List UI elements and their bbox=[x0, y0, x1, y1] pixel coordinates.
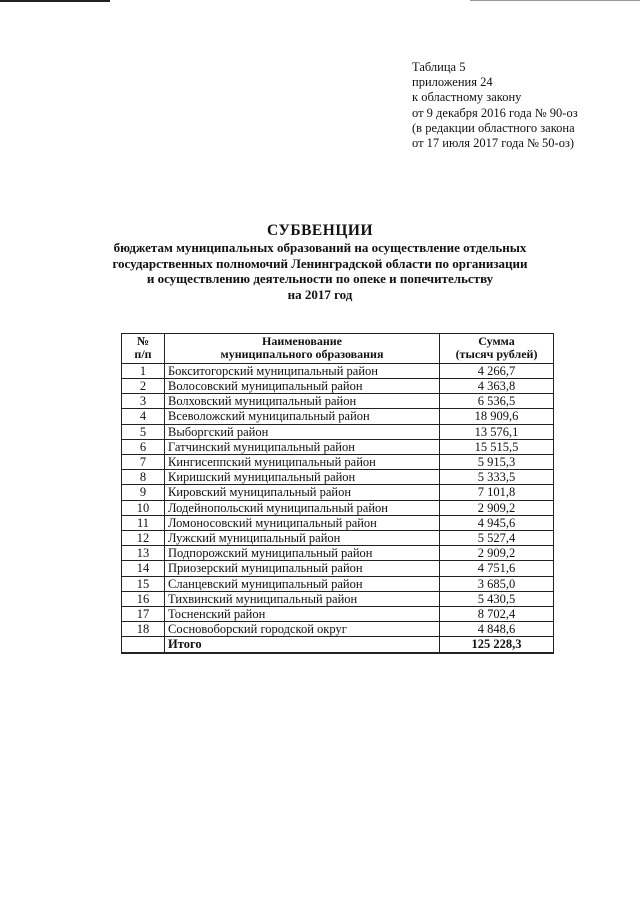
row-amount: 5 915,3 bbox=[440, 455, 554, 470]
total-num-empty bbox=[122, 637, 165, 653]
title-line: на 2017 год bbox=[287, 286, 353, 302]
row-amount: 5 430,5 bbox=[440, 591, 554, 606]
row-number: 1 bbox=[122, 363, 165, 378]
table-row bbox=[122, 515, 554, 530]
row-name: Приозерский муниципальный район bbox=[165, 561, 440, 576]
annex-line: (в редакции областного закона bbox=[412, 120, 575, 135]
row-amount: 4 363,8 bbox=[440, 379, 554, 394]
header-name-line2: муниципального образования bbox=[220, 347, 384, 362]
table-row bbox=[122, 531, 554, 546]
row-amount: 8 702,4 bbox=[440, 607, 554, 622]
row-number: 5 bbox=[122, 424, 165, 439]
annex-line: приложения 24 bbox=[412, 75, 493, 90]
row-name: Кировский муниципальный район bbox=[165, 485, 440, 500]
row-number: 2 bbox=[122, 379, 165, 394]
row-name: Сосновоборский городской округ bbox=[165, 622, 440, 637]
header-num-line2: п/п bbox=[134, 347, 152, 362]
row-name: Волосовский муниципальный район bbox=[165, 379, 440, 394]
row-name: Кингисеппский муниципальный район bbox=[165, 455, 440, 470]
row-number: 4 bbox=[122, 409, 165, 424]
row-name: Ломоносовский муниципальный район bbox=[165, 515, 440, 530]
row-number: 8 bbox=[122, 470, 165, 485]
row-amount: 2 909,2 bbox=[440, 546, 554, 561]
row-number: 14 bbox=[122, 561, 165, 576]
table-row bbox=[122, 363, 554, 378]
table-row bbox=[122, 379, 554, 394]
row-name: Волховский муниципальный район bbox=[165, 394, 440, 409]
row-amount: 6 536,5 bbox=[440, 394, 554, 409]
row-amount: 3 685,0 bbox=[440, 576, 554, 591]
row-amount: 4 266,7 bbox=[440, 363, 554, 378]
row-amount: 4 751,6 bbox=[440, 561, 554, 576]
annex-line: от 17 июля 2017 года № 50-оз) bbox=[412, 136, 575, 151]
row-number: 18 bbox=[122, 622, 165, 637]
row-number: 17 bbox=[122, 607, 165, 622]
table-body bbox=[122, 363, 554, 652]
header-name-line1: Наименование bbox=[262, 334, 342, 348]
table-row bbox=[122, 409, 554, 424]
row-number: 13 bbox=[122, 546, 165, 561]
header-num bbox=[122, 334, 165, 364]
row-amount: 18 909,6 bbox=[440, 409, 554, 424]
total-label: Итого bbox=[165, 637, 440, 653]
title-main: СУБВЕНЦИИ bbox=[266, 222, 373, 239]
row-amount: 5 333,5 bbox=[440, 470, 554, 485]
header-sum-line2: (тысяч рублей) bbox=[455, 347, 538, 362]
row-name: Выборгский район bbox=[165, 424, 440, 439]
row-amount: 2 909,2 bbox=[440, 500, 554, 515]
annex-line: к областному закону bbox=[412, 90, 522, 105]
title-line: бюджетам муниципальных образований на осуществление отдельных bbox=[113, 240, 527, 255]
scan-edge-mark bbox=[0, 0, 110, 2]
header-name bbox=[165, 334, 440, 364]
table-row bbox=[122, 546, 554, 561]
row-name: Лужский муниципальный район bbox=[165, 531, 440, 546]
row-number: 6 bbox=[122, 439, 165, 454]
title-line: государственных полномочий Ленинградской области по организации bbox=[112, 255, 528, 271]
table-row bbox=[122, 591, 554, 606]
table-row bbox=[122, 439, 554, 454]
document-title bbox=[0, 222, 640, 302]
row-amount: 7 101,8 bbox=[440, 485, 554, 500]
row-name: Лодейнопольский муниципальный район bbox=[165, 500, 440, 515]
table-row bbox=[122, 500, 554, 515]
row-name: Подпорожский муниципальный район bbox=[165, 546, 440, 561]
table-row bbox=[122, 622, 554, 637]
annex-reference bbox=[412, 60, 578, 151]
row-number: 15 bbox=[122, 576, 165, 591]
subventions-table bbox=[121, 333, 554, 654]
header-sum-line1: Сумма bbox=[478, 334, 515, 348]
row-number: 11 bbox=[122, 515, 165, 530]
row-number: 16 bbox=[122, 591, 165, 606]
row-amount: 4 848,6 bbox=[440, 622, 554, 637]
annex-line: от 9 декабря 2016 года № 90-оз bbox=[412, 105, 578, 120]
total-row bbox=[122, 637, 554, 653]
total-amount: 125 228,3 bbox=[440, 637, 554, 653]
table-header-row bbox=[122, 334, 554, 364]
row-number: 12 bbox=[122, 531, 165, 546]
header-num-line1: № bbox=[136, 334, 150, 348]
row-amount: 13 576,1 bbox=[440, 424, 554, 439]
row-name: Тосненский район bbox=[165, 607, 440, 622]
header-sum bbox=[440, 334, 554, 364]
table-row bbox=[122, 485, 554, 500]
row-name: Бокситогорский муниципальный район bbox=[165, 363, 440, 378]
row-name: Всеволожский муниципальный район bbox=[165, 409, 440, 424]
row-name: Тихвинский муниципальный район bbox=[165, 591, 440, 606]
title-line: и осуществлению деятельности по опеке и попечительству bbox=[146, 271, 494, 287]
table-row bbox=[122, 607, 554, 622]
row-number: 7 bbox=[122, 455, 165, 470]
annex-line: Таблица 5 bbox=[412, 60, 466, 74]
row-amount: 15 515,5 bbox=[440, 439, 554, 454]
table-row bbox=[122, 576, 554, 591]
table-row bbox=[122, 394, 554, 409]
row-number: 9 bbox=[122, 485, 165, 500]
scan-edge-mark-right bbox=[470, 0, 640, 1]
row-name: Сланцевский муниципальный район bbox=[165, 576, 440, 591]
row-name: Гатчинский муниципальный район bbox=[165, 439, 440, 454]
row-number: 10 bbox=[122, 500, 165, 515]
row-amount: 4 945,6 bbox=[440, 515, 554, 530]
table-row bbox=[122, 470, 554, 485]
table-row bbox=[122, 455, 554, 470]
table-row bbox=[122, 561, 554, 576]
row-number: 3 bbox=[122, 394, 165, 409]
row-name: Киришский муниципальный район bbox=[165, 470, 440, 485]
row-amount: 5 527,4 bbox=[440, 531, 554, 546]
table-row bbox=[122, 424, 554, 439]
